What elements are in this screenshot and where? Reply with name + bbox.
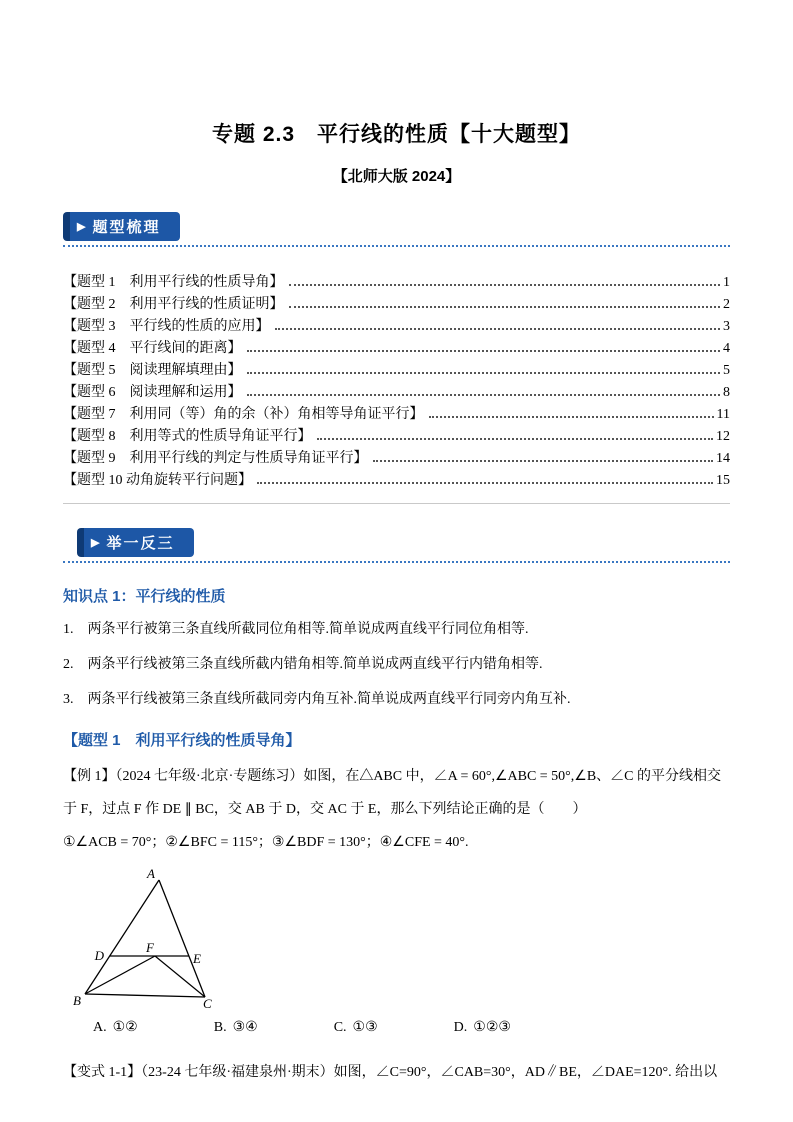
toc-row [63, 271, 730, 293]
page-title: 专题 2.3 平行线的性质【十大题型】 [211, 123, 582, 146]
edition-subtitle: 【北师大版 2024】 [332, 168, 461, 185]
toc-entry-label: 【题型 9 利用平行线的判定与性质导角证平行】 [63, 451, 368, 466]
toc-page-number: 15 [716, 473, 730, 488]
option-letter: D. [453, 1020, 468, 1035]
knowledge-item: 3. 两条平行线被第三条直线所截同旁内角互补.简单说成两直线平行同旁内角互补. [63, 692, 571, 707]
knowledge-item: 2. 两条平行线被第三条直线所截内错角相等.简单说成两直线平行内错角相等. [63, 657, 543, 672]
dot-leader [247, 350, 721, 352]
toc-entry-label: 【题型 8 利用等式的性质导角证平行】 [63, 429, 312, 444]
point-label-D: D [94, 948, 104, 963]
triangle-diagram [73, 867, 233, 1009]
section-header-practice [63, 528, 730, 563]
side-BC [85, 994, 205, 997]
toc-entry-label: 【题型 6 阅读理解和运用】 [63, 385, 242, 400]
toc-row [63, 381, 730, 403]
dot-leader [429, 416, 714, 418]
toc-page-number: 12 [716, 429, 730, 444]
toc-page-number: 8 [723, 385, 730, 400]
toc-row [63, 403, 730, 425]
dot-leader [247, 372, 721, 374]
side-AC [159, 880, 205, 997]
example-problem-text: 【例 1】（2024 七年级·北京·专题练习）如图，在△ABC 中，∠A = 60°,∠ABC = 50°,∠B、∠C 的平分线相交于 F，过点 F 作 DE ∥ BC，交 AB 于 D，交 AC 于 E，那么下列结论正确的是（ ） [63, 769, 721, 817]
section-header-toc [63, 212, 730, 247]
toc-row [63, 425, 730, 447]
page-content [0, 118, 793, 1088]
dot-leader [289, 284, 721, 286]
dot-leader [247, 394, 721, 396]
knowledge-list [63, 612, 730, 717]
example-statements: ①∠ACB = 70°；②∠BFC = 115°；③∠BDF = 130°；④∠CFE = 40°. [63, 835, 469, 850]
dot-leader [275, 328, 721, 330]
knowledge-point-heading: 知识点 1：平行线的性质 [63, 588, 226, 605]
knowledge-item: 1. 两条平行被第三条直线所截同位角相等.简单说成两直线平行同位角相等. [63, 622, 529, 637]
dotted-rule [63, 245, 730, 247]
toc-row [63, 469, 730, 491]
dot-leader [257, 482, 713, 484]
toc-page-number: 5 [723, 363, 730, 378]
toc-row [63, 447, 730, 469]
side-AB [85, 880, 159, 994]
toc-page-number: 4 [723, 341, 730, 356]
geometry-figure [73, 867, 233, 1009]
toc-row [63, 337, 730, 359]
practice-badge [77, 528, 194, 557]
toc-badge-label: 题型梳理 [92, 219, 161, 236]
option-value: ③④ [232, 1020, 258, 1035]
dot-leader [317, 438, 714, 440]
toc-entry-label: 【题型 1 利用平行线的性质导角】 [63, 275, 284, 290]
option-letter: C. [333, 1020, 347, 1035]
point-label-F: F [146, 940, 154, 955]
answer-options [63, 1019, 730, 1036]
toc-entry-label: 【题型 7 利用同（等）角的余（补）角相等导角证平行】 [63, 407, 424, 422]
toc-entry-label: 【题型 5 阅读理解填理由】 [63, 363, 242, 378]
toc-page-number: 3 [723, 319, 730, 334]
dotted-rule [63, 561, 730, 563]
vertex-label-B: B [73, 993, 81, 1008]
toc-row [63, 315, 730, 337]
table-of-contents [63, 271, 730, 504]
variant-problem-text: 【变式 1-1】（23-24 七年级·福建泉州·期末）如图，∠C=90°，∠CAB=30°，AD∥BE，∠DAE=120°. 给出以 [63, 1065, 718, 1080]
dot-leader [373, 460, 714, 462]
toc-badge [63, 212, 180, 241]
point-label-E: E [193, 951, 201, 966]
play-arrow-icon: ▶ [91, 537, 100, 549]
answer-option [334, 1019, 378, 1036]
answer-option [454, 1019, 511, 1036]
toc-page-number: 14 [716, 451, 730, 466]
toc-row [63, 293, 730, 315]
problem-type-heading: 【题型 1 利用平行线的性质导角】 [63, 732, 301, 749]
answer-option [93, 1019, 138, 1036]
option-value: ①②③ [473, 1020, 511, 1035]
vertex-label-C: C [203, 996, 212, 1009]
toc-entry-label: 【题型 10 动角旋转平行问题】 [63, 473, 252, 488]
practice-badge-label: 举一反三 [106, 535, 175, 552]
vertex-label-A: A [147, 867, 155, 881]
toc-page-number: 2 [723, 297, 730, 312]
toc-entry-label: 【题型 2 利用平行线的性质证明】 [63, 297, 284, 312]
option-letter: B. [213, 1020, 227, 1035]
answer-option [214, 1019, 258, 1036]
option-value: ①③ [352, 1020, 378, 1035]
toc-entry-label: 【题型 3 平行线的性质的应用】 [63, 319, 270, 334]
option-value: ①② [112, 1020, 138, 1035]
option-letter: A. [93, 1020, 107, 1035]
toc-page-number: 11 [716, 407, 730, 422]
toc-page-number: 1 [723, 275, 730, 290]
dot-leader [289, 306, 721, 308]
play-arrow-icon: ▶ [77, 221, 86, 233]
toc-entry-label: 【题型 4 平行线间的距离】 [63, 341, 242, 356]
toc-row [63, 359, 730, 381]
